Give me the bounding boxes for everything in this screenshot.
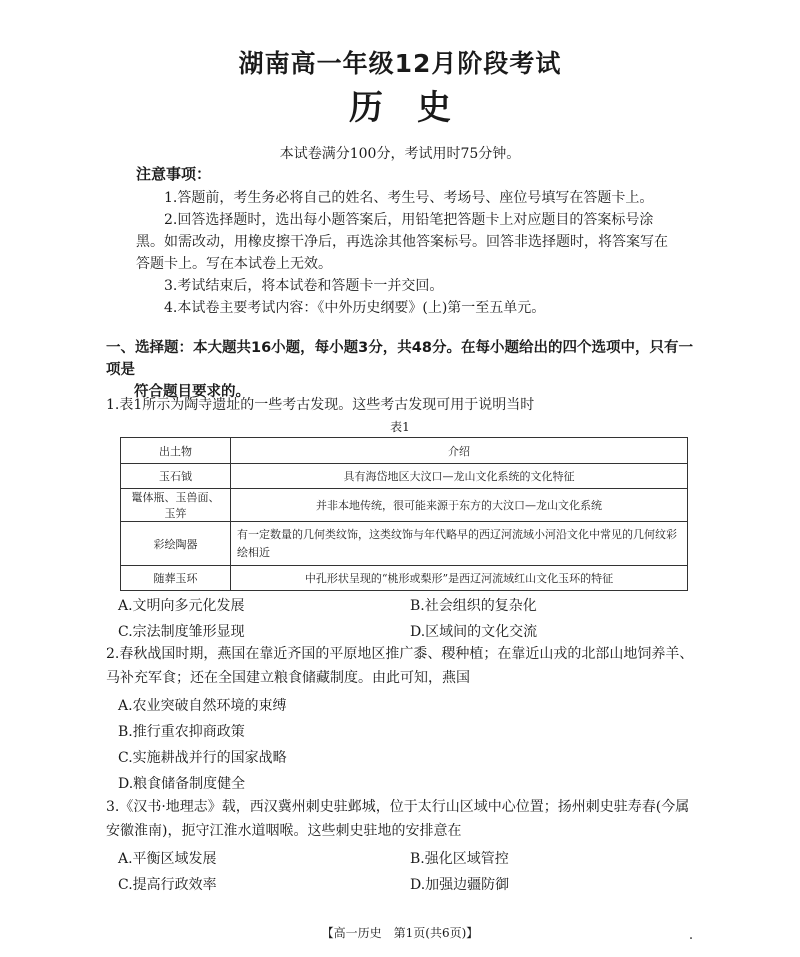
table-header-row: [121, 438, 688, 464]
table-cell: 具有海岱地区大汶口—龙山文化系统的文化特征: [231, 464, 688, 489]
table-cell: 有一定数量的几何类纹饰，这类纹饰与年代略早的西辽河流域小河沿文化中常见的几何纹彩绘相近: [231, 522, 688, 566]
table-cell: 中孔形状呈现的“桃形或梨形”是西辽河流域红山文化玉环的特征: [231, 566, 688, 591]
q1-option-b: B.社会组织的复杂化: [410, 598, 537, 614]
notice-item-2: 2.回答选择题时，选出每小题答案后，用铅笔把答题卡上对应题目的答案标号涂黑。如需改动，用橡皮擦干净后，再选涂其他答案标号。回答非选择题时，将答案写在答题卡上。写在本试卷上无效。: [136, 212, 668, 272]
table-row: [121, 464, 688, 489]
q1-option-d: D.区域间的文化交流: [410, 624, 538, 640]
question-3-stem: 3.《汉书·地理志》载，西汉冀州刺史驻邺城，位于太行山区域中心位置；扬州刺史驻寿春(今属安徽淮南)，扼守江淮水道咽喉。这些刺史驻地的安排意在: [106, 799, 690, 839]
table-cell: 彩绘陶器: [121, 522, 231, 566]
q3-option-a: A.平衡区域发展: [118, 851, 217, 867]
question-1-stem: 1.表1所示为陶寺遗址的一些考古发现。这些考古发现可用于说明当时: [106, 397, 535, 413]
section-heading-line1: 一、选择题：本大题共16小题，每小题3分，共48分。在每小题给出的四个选项中，只有一项是: [106, 340, 693, 378]
notice-item-4: 4.本试卷主要考试内容：《中外历史纲要》(上)第一至五单元。: [164, 300, 546, 316]
footer-mark: ・: [686, 934, 696, 945]
q2-option-b: B.推行重农抑商政策: [118, 724, 245, 740]
table-row: [121, 522, 688, 566]
table-cell: 玉石钺: [121, 464, 231, 489]
notice-title: 注意事项：: [136, 165, 212, 183]
table-cell: 鼍体瓶、玉兽面、玉笄: [121, 489, 231, 522]
subject-title: 历 史: [349, 88, 451, 128]
question-2-stem: 2.春秋战国时期，燕国在靠近齐国的平原地区推广黍、稷种植；在靠近山戎的北部山地饲养羊、马补充军食；还在全国建立粮食储藏制度。由此可知，燕国: [106, 646, 694, 686]
artifact-table: [120, 437, 688, 591]
q3-option-d: D.加强边疆防御: [410, 877, 510, 893]
table-header-cell: 介绍: [231, 438, 688, 464]
q2-option-c: C.实施耕战并行的国家战略: [118, 750, 287, 766]
q1-option-c: C.宗法制度雏形显现: [118, 624, 245, 640]
table-row: [121, 566, 688, 591]
table-row: [121, 489, 688, 522]
q3-option-c: C.提高行政效率: [118, 877, 217, 893]
q2-option-a: A.农业突破自然环境的束缚: [118, 698, 287, 714]
notice-item-3: 3.考试结束后，将本试卷和答题卡一并交回。: [164, 278, 444, 294]
exam-title: 湖南高一年级12月阶段考试: [238, 49, 562, 78]
table-cell: 并非本地传统，很可能来源于东方的大汶口—龙山文化系统: [231, 489, 688, 522]
q1-option-a: A.文明向多元化发展: [118, 598, 245, 614]
q3-option-b: B.强化区域管控: [410, 851, 509, 867]
table-cell: 随葬玉环: [121, 566, 231, 591]
page-footer: 【高一历史 第1页(共6页)】: [321, 926, 479, 940]
section-heading-line2: 符合题目要求的。: [134, 384, 250, 400]
table-header-cell: 出土物: [121, 438, 231, 464]
score-info: 本试卷满分100分，考试用时75分钟。: [279, 146, 521, 162]
notice-item-1: 1.答题前，考生务必将自己的姓名、考生号、考场号、座位号填写在答题卡上。: [164, 190, 654, 206]
q2-option-d: D.粮食储备制度健全: [118, 776, 246, 792]
table-caption: 表1: [390, 420, 410, 434]
